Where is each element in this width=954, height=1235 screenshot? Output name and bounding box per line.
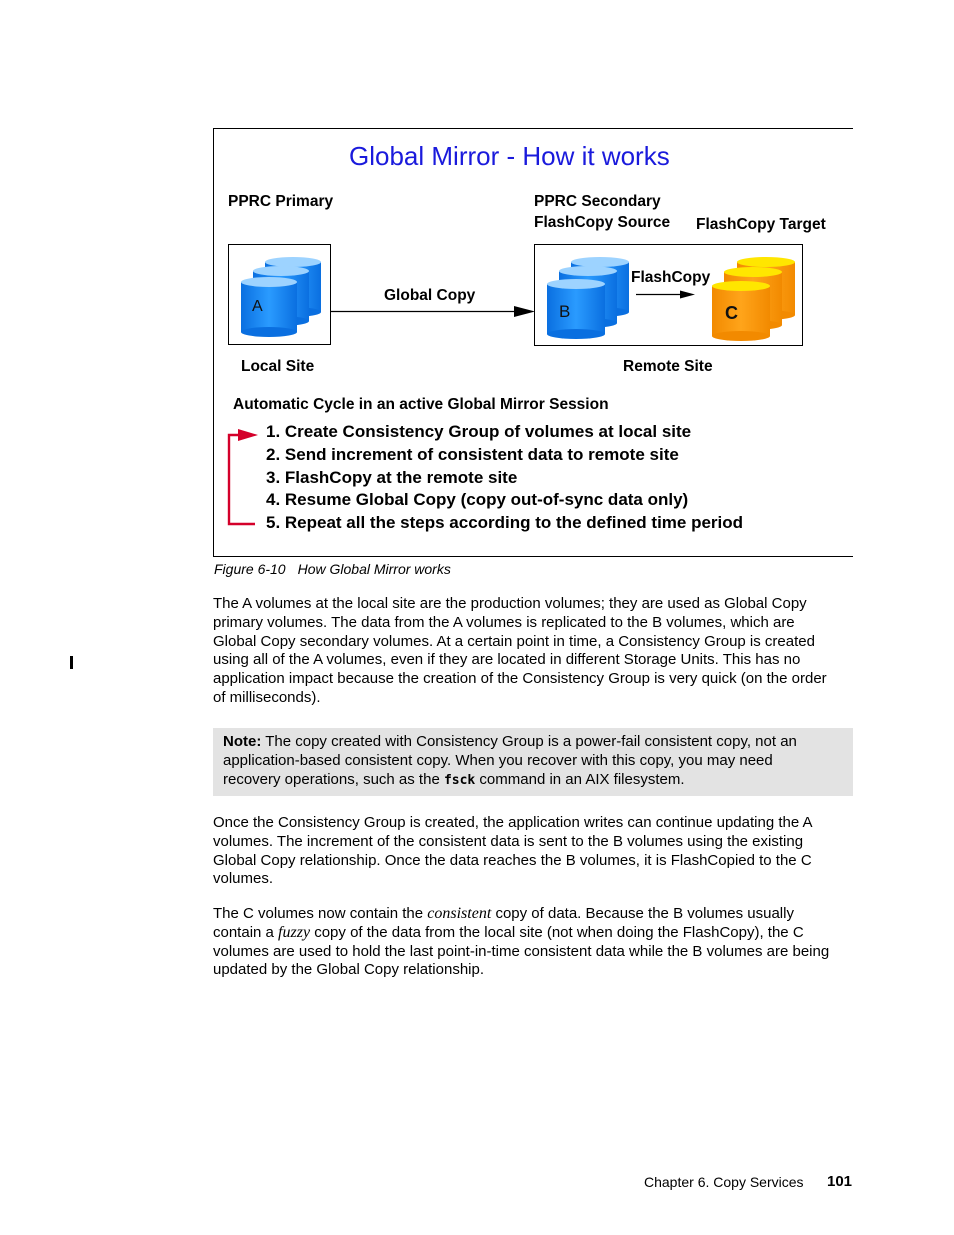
text-line: The copy created with Consistency Group is a power-fail consistent copy, not an — [261, 733, 797, 750]
volume-c-label: C — [725, 303, 738, 323]
global-copy-label: Global Copy — [384, 287, 476, 304]
text-line: recovery operations, such as the — [223, 770, 444, 788]
cycle-return-line — [229, 435, 255, 524]
body-paragraph-1 — [213, 595, 853, 708]
figure-title: Global Mirror - How it works — [349, 141, 670, 171]
text-line: using all of the A volumes, even if they are located in different Storage Units. This has no — [213, 651, 801, 669]
text-line: application-based consistent copy. When you recover with this copy, you may need — [223, 751, 773, 769]
text-line: Once the Consistency Group is created, the application writes can continue updating the A — [213, 814, 813, 831]
text-line: Global Copy secondary volumes. At a certain point in time, a Consistency Group is created — [213, 632, 815, 650]
text-line: of milliseconds). — [213, 688, 321, 706]
pprc-secondary-label: PPRC Secondary — [534, 193, 661, 210]
text-line: updated by the Global Copy relationship. — [213, 961, 485, 979]
text-line: The A volumes at the local site are the production volumes; they are used as Global Copy — [213, 595, 807, 612]
volume-a-label: A — [252, 298, 263, 315]
caption-number: Figure 6-10 — [214, 561, 286, 577]
flashcopy-label: FlashCopy — [631, 269, 711, 286]
note-label: Note: — [223, 733, 262, 750]
text-line: primary volumes. The data from the A volumes is replicated to the B volumes, which are — [213, 613, 795, 631]
text-line: Global Copy relationship. Once the data reaches the B volumes, it is FlashCopied to the C — [213, 851, 812, 869]
volume-b-label: B — [559, 302, 571, 321]
cycle-step-1: 1. Create Consistency Group of volumes at local site — [266, 422, 692, 441]
cycle-step-2: 2. Send increment of consistent data to remote site — [266, 445, 679, 464]
text-line: The C volumes now contain the — [213, 905, 428, 922]
flashcopy-source-label: FlashCopy Source — [534, 214, 671, 231]
caption-text: How Global Mirror works — [297, 561, 451, 577]
cycle-heading: Automatic Cycle in an active Global Mirror Session — [233, 396, 609, 413]
code-fsck: fsck — [443, 772, 476, 788]
note-box — [213, 728, 853, 796]
text-line: volumes. The increment of the consistent data is sent to the B volumes using the existing — [213, 832, 804, 850]
text-line: copy of the data from the local site (not when doing the FlashCopy), the C — [310, 923, 804, 941]
emphasis-fuzzy: fuzzy — [278, 923, 311, 941]
text-line: command in an AIX filesystem. — [475, 770, 685, 788]
text-line: application impact because the creation of the Consistency Group is very quick (on the order — [213, 670, 827, 688]
cycle-step-3: 3. FlashCopy at the remote site — [266, 468, 518, 487]
emphasis-consistent: consistent — [427, 905, 492, 922]
remote-site-label: Remote Site — [623, 358, 713, 375]
pprc-primary-label: PPRC Primary — [228, 193, 334, 210]
page-number: 101 — [827, 1173, 853, 1190]
cycle-arrowhead-icon — [238, 429, 258, 441]
text-line: volumes are used to hold the last point-in-time consistent data while the B volumes are being — [213, 942, 830, 960]
body-paragraph-2 — [213, 814, 853, 889]
local-site-label: Local Site — [241, 358, 315, 375]
change-bar — [70, 656, 73, 669]
figure-caption — [214, 561, 451, 577]
flashcopy-target-label: FlashCopy Target — [696, 216, 826, 233]
cycle-step-5: 5. Repeat all the steps according to the defined time period — [266, 513, 744, 532]
text-line: volumes. — [213, 870, 274, 888]
text-line: copy of data. Because the B volumes usually — [491, 905, 794, 922]
text-line: contain a — [213, 923, 279, 941]
footer-chapter: Chapter 6. Copy Services — [644, 1174, 804, 1190]
cycle-step-4: 4. Resume Global Copy (copy out-of-sync data only) — [266, 490, 689, 509]
body-paragraph-3 — [213, 905, 853, 980]
global-copy-arrowhead-icon — [514, 306, 535, 317]
